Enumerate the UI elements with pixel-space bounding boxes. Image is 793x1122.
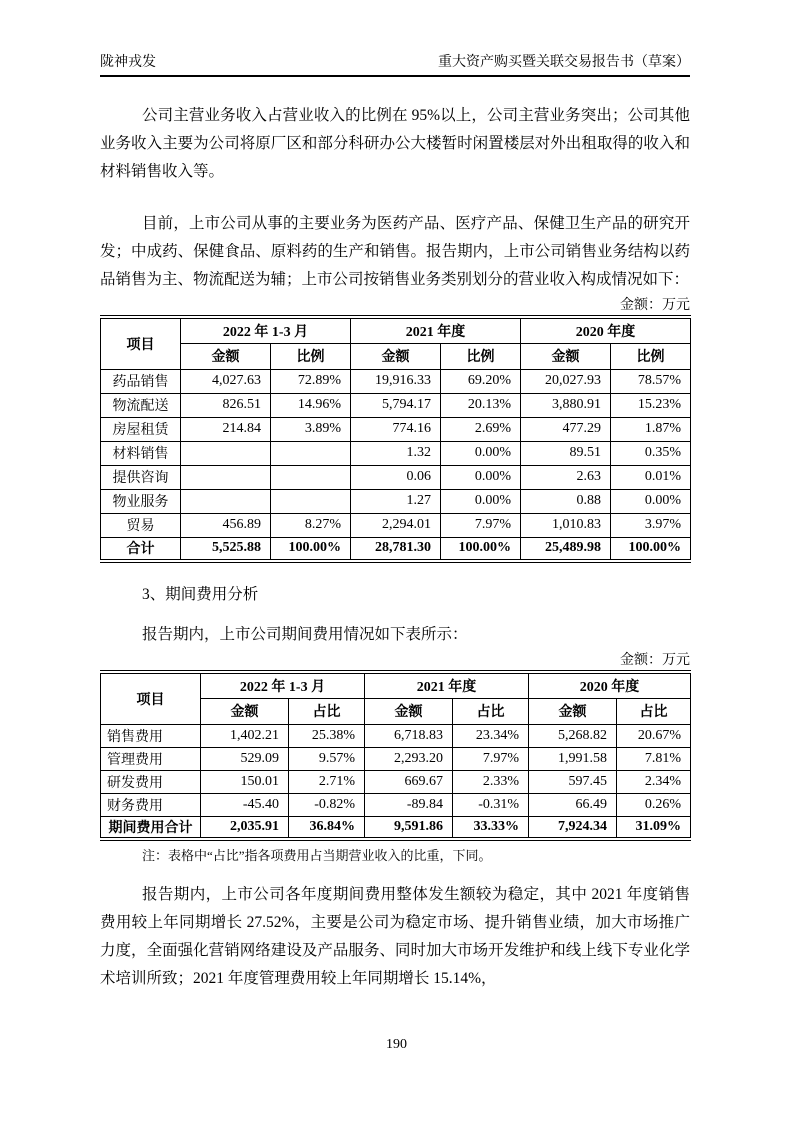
value-cell: 0.35% [611, 441, 691, 465]
paragraph-business-intro: 目前，上市公司从事的主要业务为医药产品、医疗产品、保健卫生产品的研究开发；中成药、保健食品、原料药的生产和销售。报告期内，上市公司销售业务结构以药品销售为主、物流配送为辅；上市公司按销售业务类别划分的营业收入构成情况如下： [100, 215, 690, 288]
section-heading-period-expense: 3、期间费用分析 [142, 586, 259, 603]
value-cell: 597.45 [529, 770, 617, 793]
value-cell: 0.00% [441, 489, 521, 513]
table2-header-row-periods [101, 672, 691, 698]
value-cell: 3,880.91 [521, 393, 611, 417]
item-cell: 提供咨询 [101, 465, 181, 489]
page-number: 190 [386, 1037, 407, 1052]
total-value-cell: 100.00% [271, 537, 351, 561]
value-cell: 20,027.93 [521, 369, 611, 393]
table-row [101, 417, 691, 441]
period-header-2020: 2020 年度 [529, 672, 691, 698]
total-value-cell: 28,781.30 [351, 537, 441, 561]
value-cell [181, 441, 271, 465]
value-cell: 19,916.33 [351, 369, 441, 393]
value-cell [181, 489, 271, 513]
total-value-cell: 36.84% [289, 816, 365, 839]
value-cell: 3.89% [271, 417, 351, 441]
value-cell: -0.31% [453, 793, 529, 816]
total-value-cell: 2,035.91 [201, 816, 289, 839]
page-header [100, 54, 690, 77]
paragraph-main-business: 公司主营业务收入占营业收入的比例在 95%以上，公司主营业务突出；公司其他业务收入主要为公司将原厂区和部分科研办公大楼暂时闲置楼层对外出租取得的收入和材料销售收入等。 [100, 107, 690, 180]
total-row [101, 816, 691, 839]
total-value-cell: 100.00% [611, 537, 691, 561]
item-column-header: 项目 [101, 672, 201, 724]
value-cell: 66.49 [529, 793, 617, 816]
value-cell [271, 465, 351, 489]
page-content [100, 0, 690, 993]
value-cell: 1,010.83 [521, 513, 611, 537]
total-row [101, 537, 691, 561]
amount-header: 金额 [365, 698, 453, 724]
value-cell: -45.40 [201, 793, 289, 816]
amount-header: 金额 [181, 343, 271, 369]
table-row [101, 393, 691, 417]
value-cell: 1.87% [611, 417, 691, 441]
table-row [101, 441, 691, 465]
share-header: 占比 [617, 698, 691, 724]
value-cell: 2.33% [453, 770, 529, 793]
total-label-cell: 期间费用合计 [101, 816, 201, 839]
value-cell: 7.81% [617, 747, 691, 770]
value-cell: 669.67 [365, 770, 453, 793]
value-cell: 1,402.21 [201, 724, 289, 747]
value-cell: 0.00% [441, 441, 521, 465]
item-cell: 财务费用 [101, 793, 201, 816]
item-cell: 物流配送 [101, 393, 181, 417]
value-cell: 477.29 [521, 417, 611, 441]
table-row [101, 747, 691, 770]
value-cell: 2,293.20 [365, 747, 453, 770]
amount-header: 金额 [529, 698, 617, 724]
total-value-cell: 9,591.86 [365, 816, 453, 839]
share-header: 占比 [453, 698, 529, 724]
period-expense-table [100, 670, 691, 841]
table-row [101, 489, 691, 513]
value-cell: 1,991.58 [529, 747, 617, 770]
value-cell: 5,794.17 [351, 393, 441, 417]
item-cell: 研发费用 [101, 770, 201, 793]
value-cell: 2.71% [289, 770, 365, 793]
ratio-header: 比例 [271, 343, 351, 369]
revenue-by-category-table [100, 315, 691, 563]
value-cell: 2.69% [441, 417, 521, 441]
value-cell: 0.06 [351, 465, 441, 489]
total-value-cell: 5,525.88 [181, 537, 271, 561]
value-cell: 3.97% [611, 513, 691, 537]
value-cell: 2.34% [617, 770, 691, 793]
value-cell: 826.51 [181, 393, 271, 417]
value-cell: -89.84 [365, 793, 453, 816]
value-cell: 8.27% [271, 513, 351, 537]
value-cell: 72.89% [271, 369, 351, 393]
value-cell: 6,718.83 [365, 724, 453, 747]
item-cell: 管理费用 [101, 747, 201, 770]
paragraph-expense-analysis: 报告期内，上市公司各年度期间费用整体发生额较为稳定，其中 2021 年度销售费用较上年同期增长 27.52%，主要是公司为稳定市场、提升销售业绩，加大市场推广力度，全面强化营销网络建设及产品服务、同时加大市场开发维护和线上线下专业化学术培训所致；2021 年度管理费用较上年同期增长 15.14%， [100, 886, 690, 987]
total-value-cell: 33.33% [453, 816, 529, 839]
value-cell: 20.67% [617, 724, 691, 747]
total-value-cell: 7,924.34 [529, 816, 617, 839]
value-cell [271, 441, 351, 465]
table1-unit-label: 金额：万元 [620, 298, 690, 313]
value-cell: 69.20% [441, 369, 521, 393]
value-cell: 150.01 [201, 770, 289, 793]
value-cell [271, 489, 351, 513]
item-cell: 销售费用 [101, 724, 201, 747]
value-cell: 20.13% [441, 393, 521, 417]
ratio-header: 比例 [611, 343, 691, 369]
total-value-cell: 25,489.98 [521, 537, 611, 561]
item-cell: 材料销售 [101, 441, 181, 465]
value-cell: 2.63 [521, 465, 611, 489]
amount-header: 金额 [521, 343, 611, 369]
value-cell: 78.57% [611, 369, 691, 393]
period-header-2021: 2021 年度 [365, 672, 529, 698]
amount-header: 金额 [351, 343, 441, 369]
value-cell: 0.00% [611, 489, 691, 513]
table-row [101, 793, 691, 816]
value-cell: 1.32 [351, 441, 441, 465]
table-note: 注：表格中“占比”指各项费用占当期营业收入的比重，下同。 [142, 848, 492, 863]
value-cell: 0.01% [611, 465, 691, 489]
paragraph-expense-intro: 报告期内，上市公司期间费用情况如下表所示： [142, 626, 468, 643]
value-cell: 25.38% [289, 724, 365, 747]
value-cell: 89.51 [521, 441, 611, 465]
value-cell: 23.34% [453, 724, 529, 747]
table1-header-row-periods [101, 317, 691, 343]
value-cell: 774.16 [351, 417, 441, 441]
value-cell: 7.97% [441, 513, 521, 537]
table-row [101, 724, 691, 747]
total-value-cell: 100.00% [441, 537, 521, 561]
period-header-2022: 2022 年 1-3 月 [201, 672, 365, 698]
value-cell: 529.09 [201, 747, 289, 770]
table-row [101, 770, 691, 793]
table-row [101, 465, 691, 489]
item-column-header: 项目 [101, 317, 181, 369]
value-cell: 0.00% [441, 465, 521, 489]
value-cell: 14.96% [271, 393, 351, 417]
item-cell: 贸易 [101, 513, 181, 537]
item-cell: 房屋租赁 [101, 417, 181, 441]
table2-unit-label: 金额：万元 [620, 653, 690, 668]
header-right-text: 重大资产购买暨关联交易报告书（草案） [438, 55, 690, 70]
value-cell: 0.26% [617, 793, 691, 816]
period-header-2022: 2022 年 1-3 月 [181, 317, 351, 343]
total-value-cell: 31.09% [617, 816, 691, 839]
table1-header-row-subs [101, 343, 691, 369]
value-cell: 15.23% [611, 393, 691, 417]
value-cell: -0.82% [289, 793, 365, 816]
ratio-header: 比例 [441, 343, 521, 369]
value-cell [181, 465, 271, 489]
item-cell: 药品销售 [101, 369, 181, 393]
value-cell: 5,268.82 [529, 724, 617, 747]
table-row [101, 513, 691, 537]
share-header: 占比 [289, 698, 365, 724]
value-cell: 2,294.01 [351, 513, 441, 537]
value-cell: 0.88 [521, 489, 611, 513]
period-header-2020: 2020 年度 [521, 317, 691, 343]
period-header-2021: 2021 年度 [351, 317, 521, 343]
table-row [101, 369, 691, 393]
header-left-text: 陇神戎发 [100, 55, 156, 70]
value-cell: 9.57% [289, 747, 365, 770]
amount-header: 金额 [201, 698, 289, 724]
value-cell: 456.89 [181, 513, 271, 537]
item-cell: 物业服务 [101, 489, 181, 513]
value-cell: 4,027.63 [181, 369, 271, 393]
value-cell: 1.27 [351, 489, 441, 513]
total-label-cell: 合计 [101, 537, 181, 561]
value-cell: 214.84 [181, 417, 271, 441]
value-cell: 7.97% [453, 747, 529, 770]
